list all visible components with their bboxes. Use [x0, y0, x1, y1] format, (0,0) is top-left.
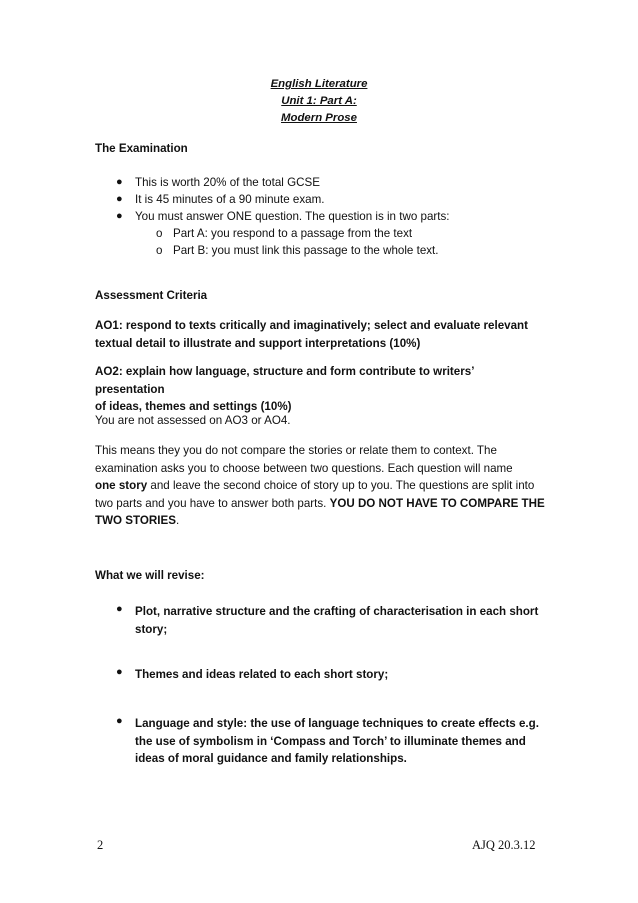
- ao1-line-2: textual detail to illustrate and support interpretations (10%): [95, 336, 421, 350]
- paragraph-line-3-rest: and leave the second choice of story up to you. The questions are split into: [147, 479, 535, 493]
- two-stories-emphasis: TWO STORIES: [95, 514, 176, 528]
- ao2-line-2: of ideas, themes and settings (10%): [95, 400, 292, 413]
- bullet-icon: ●: [116, 666, 123, 678]
- exam-bullet-text: You must answer ONE question. The question is in two parts:: [135, 210, 450, 223]
- circle-bullet-icon: o: [156, 244, 163, 257]
- examination-heading: The Examination: [95, 142, 188, 155]
- paragraph-line-4: [95, 495, 545, 513]
- assessment-paragraph: [95, 442, 545, 530]
- paragraph-line-4-start: two parts and you have to answer both parts.: [95, 496, 330, 510]
- bullet-icon: ●: [116, 210, 123, 222]
- title-line-1: English Literature: [270, 78, 368, 90]
- ao1-text: [95, 317, 545, 352]
- ao2-line-1: AO2: explain how language, structure and form contribute to writers’ presentation: [95, 365, 474, 396]
- paragraph-line-1: This means they you do not compare the stories or relate them to context. The: [95, 444, 497, 457]
- revise-item-3-line-3: ideas of moral guidance and family relationships.: [135, 752, 407, 766]
- revise-item-3-line-2: the use of symbolism in ‘Compass and Torch’ to illuminate themes and: [135, 734, 526, 748]
- revise-heading: What we will revise:: [95, 569, 205, 582]
- title-line-3: Modern Prose: [281, 112, 357, 124]
- bullet-icon: ●: [116, 715, 123, 727]
- ao1-line-1: AO1: respond to texts critically and imaginatively; select and evaluate relevant: [95, 319, 528, 332]
- paragraph-line-5: [95, 512, 545, 530]
- not-assessed-text: You are not assessed on AO3 or AO4.: [95, 414, 291, 427]
- revise-item-text: [135, 666, 545, 684]
- assessment-heading: Assessment Criteria: [95, 289, 208, 302]
- revise-item-text: [135, 715, 545, 768]
- exam-sub-bullet-text: Part B: you must link this passage to the whole text.: [173, 244, 439, 257]
- exam-bullet-text: This is worth 20% of the total GCSE: [135, 176, 320, 189]
- exam-bullet-text: It is 45 minutes of a 90 minute exam.: [135, 193, 325, 206]
- paragraph-line-5-end: .: [175, 514, 180, 528]
- revise-item-1-line-1: Plot, narrative structure and the crafting of characterisation in each short: [135, 605, 539, 618]
- revise-item-text: [135, 603, 545, 638]
- bullet-icon: ●: [116, 193, 123, 205]
- revise-item-3-line-1: Language and style: the use of language techniques to create effects e.g.: [135, 717, 539, 730]
- footer-reference: AJQ 20.3.12: [472, 838, 536, 852]
- circle-bullet-icon: o: [156, 227, 163, 240]
- one-story-emphasis: one story: [95, 479, 148, 493]
- bullet-icon: ●: [116, 603, 123, 615]
- no-compare-emphasis: YOU DO NOT HAVE TO COMPARE THE: [329, 496, 545, 510]
- title-line-2: Unit 1: Part A:: [281, 95, 357, 107]
- paragraph-line-3: [95, 477, 545, 495]
- revise-item-1-line-2: story;: [135, 622, 168, 636]
- revise-item-2-line-1: Themes and ideas related to each short story;: [135, 668, 389, 681]
- exam-sub-bullet-text: Part A: you respond to a passage from the text: [173, 227, 413, 240]
- page-number: 2: [97, 838, 104, 852]
- ao2-text: [95, 363, 545, 416]
- paragraph-line-2: examination asks you to choose between two questions. Each question will name: [95, 461, 513, 475]
- bullet-icon: ●: [116, 176, 123, 188]
